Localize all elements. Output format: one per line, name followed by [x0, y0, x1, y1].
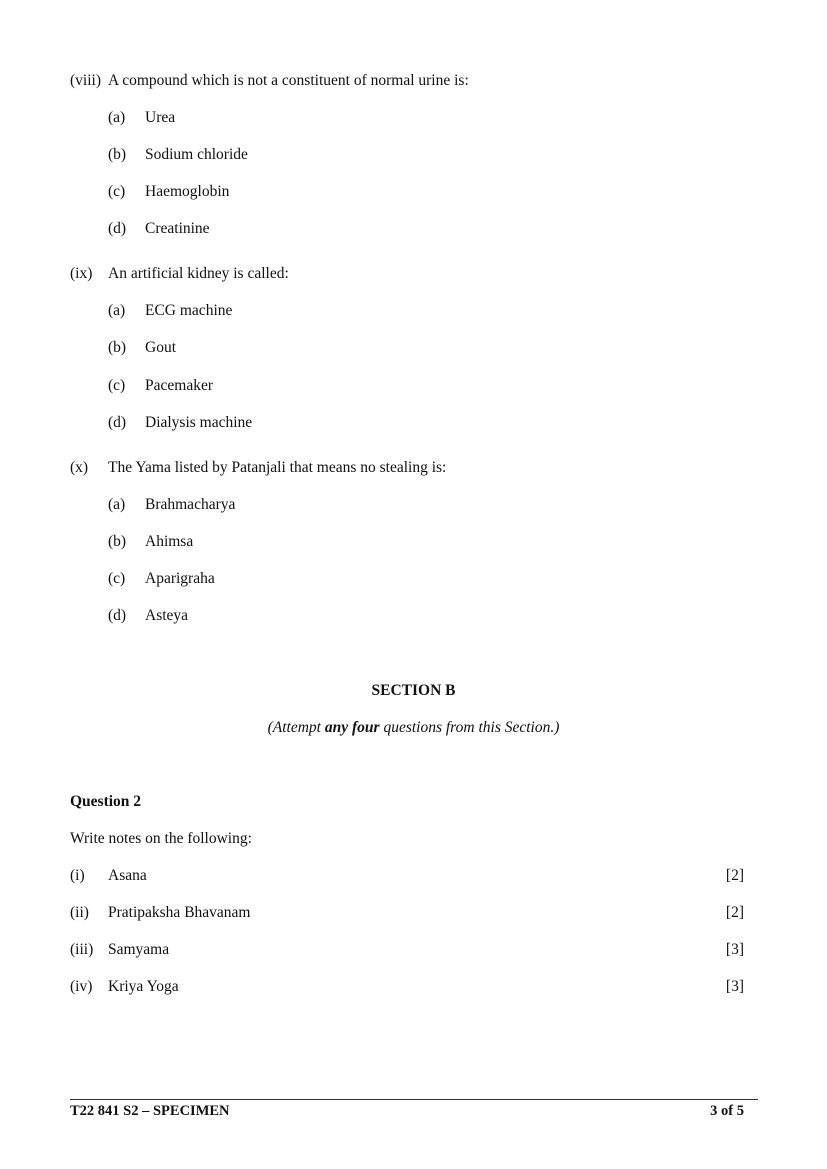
- option-text: Aparigraha: [145, 570, 215, 587]
- question-text: A compound which is not a constituent of normal urine is:: [108, 72, 469, 89]
- question-prompt: Write notes on the following:: [70, 830, 252, 847]
- option-label: (a): [108, 302, 126, 319]
- item-text: Samyama: [108, 941, 170, 958]
- question-text: An artificial kidney is called:: [108, 265, 289, 282]
- item-marks: [2]: [725, 904, 744, 921]
- item-number: (iv): [70, 978, 93, 995]
- question-number: (x): [70, 459, 89, 476]
- option-text: Brahmacharya: [145, 496, 236, 513]
- question-heading: Question 2: [70, 793, 142, 810]
- instruction-emphasis: any four: [324, 719, 380, 736]
- item-text: Pratipaksha Bhavanam: [108, 904, 251, 921]
- item-number: (i): [70, 867, 85, 884]
- question-number: (ix): [70, 265, 93, 282]
- item-number: (iii): [70, 941, 94, 958]
- option-text: Dialysis machine: [145, 414, 253, 431]
- option-text: Sodium chloride: [145, 146, 248, 163]
- option-label: (a): [108, 109, 126, 126]
- option-label: (d): [108, 220, 127, 237]
- option-text: ECG machine: [145, 302, 233, 319]
- option-text: Ahimsa: [145, 533, 194, 550]
- item-marks: [3]: [725, 978, 744, 995]
- option-label: (b): [108, 533, 127, 550]
- section-title: SECTION B: [371, 682, 456, 699]
- item-text: Asana: [108, 867, 147, 884]
- item-marks: [3]: [725, 941, 744, 958]
- instruction-text: (Attempt: [267, 719, 325, 736]
- option-label: (d): [108, 607, 127, 624]
- question-text: The Yama listed by Patanjali that means no stealing is:: [108, 459, 447, 476]
- item-number: (ii): [70, 904, 89, 921]
- option-label: (c): [108, 377, 126, 394]
- item-marks: [2]: [725, 867, 744, 884]
- option-text: Urea: [145, 109, 176, 126]
- item-text: Kriya Yoga: [108, 978, 179, 995]
- option-label: (c): [108, 570, 126, 587]
- option-label: (c): [108, 183, 126, 200]
- option-text: Gout: [145, 339, 176, 356]
- option-label: (b): [108, 339, 127, 356]
- footer-divider: [70, 1099, 758, 1100]
- page-number: 3 of 5: [710, 1103, 744, 1119]
- section-instruction: [0, 719, 827, 737]
- question-number: (viii): [70, 72, 101, 89]
- instruction-text: questions from this Section.): [379, 719, 560, 736]
- option-text: Pacemaker: [145, 377, 213, 394]
- option-label: (d): [108, 414, 127, 431]
- option-text: Creatinine: [145, 220, 210, 237]
- option-text: Asteya: [145, 607, 189, 624]
- footer-code: T22 841 S2 – SPECIMEN: [70, 1103, 230, 1119]
- option-label: (b): [108, 146, 127, 163]
- option-label: (a): [108, 496, 126, 513]
- option-text: Haemoglobin: [145, 183, 230, 200]
